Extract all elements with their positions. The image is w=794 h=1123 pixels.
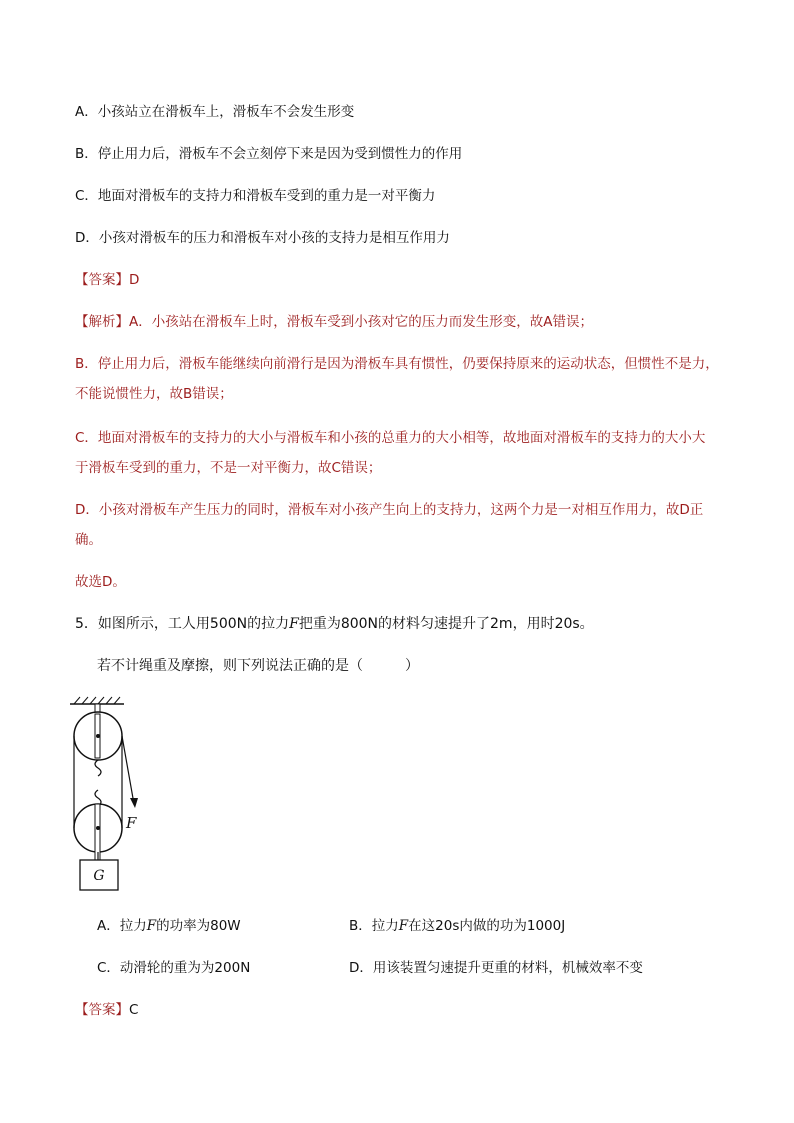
prev-option-c: C．地面对滑板车的支持力和滑板车受到的重力是一对平衡力 <box>75 188 436 204</box>
question-5-text-a: 5．如图所示，工人用500N的拉力 <box>75 616 290 632</box>
analysis-conclusion: 故选D。 <box>75 574 126 590</box>
rope-pull <box>122 736 134 804</box>
q5-answer-tag: 【答案】 <box>75 1002 129 1018</box>
analysis-b-line2: 不能说惯性力，故B错误； <box>75 386 233 402</box>
q5-option-a-pre: A．拉力 <box>97 918 147 934</box>
moving-pulley-bracket <box>95 804 100 860</box>
ceiling-hatch <box>82 697 88 704</box>
prev-answer <box>75 270 725 290</box>
analysis-d-line1: D．小孩对滑板车产生压力的同时，滑板车对小孩产生向上的支持力，这两个力是一对相互作用力，故D正 <box>75 502 704 518</box>
analysis-b-line1: B．停止用力后，滑板车能继续向前滑行是因为滑板车具有惯性，仍要保持原来的运动状态，但惯性不是力， <box>75 356 719 372</box>
answer-tag: 【答案】 <box>75 272 129 288</box>
q5-answer <box>75 1000 725 1020</box>
question-5-stem-line2: 若不计绳重及摩擦，则下列说法正确的是（ ） <box>97 658 419 674</box>
force-label: F <box>126 814 137 832</box>
force-arrow-head <box>130 798 138 808</box>
ceiling-hatch <box>114 697 120 704</box>
hook-top <box>95 760 101 776</box>
analysis-d-line2: 确。 <box>75 532 102 548</box>
ceiling-hatch <box>106 697 112 704</box>
ceiling-hatch <box>90 697 96 704</box>
q5-option-c: C．动滑轮的重为为200N <box>97 960 251 976</box>
question-5-text-b: 把重为800N的材料匀速提升了2m，用时20s。 <box>298 616 594 632</box>
fixed-pulley-pin <box>96 734 100 738</box>
moving-pulley-pin <box>96 826 100 830</box>
question-5-force-var: F <box>289 616 299 632</box>
question-5-stem <box>75 614 725 634</box>
analysis-tag: 【解析】 <box>75 314 129 330</box>
weight-label: G <box>93 868 105 884</box>
analysis-c-line2: 于滑板车受到的重力，不是一对平衡力，故C错误； <box>75 460 382 476</box>
pulley-diagram <box>66 694 156 894</box>
pulley-svg <box>66 694 156 894</box>
analysis-c-line1: C．地面对滑板车的支持力的大小与滑板车和小孩的总重力的大小相等，故地面对滑板车的支持力的大小大 <box>75 430 706 446</box>
prev-option-a: A．小孩站立在滑板车上，滑板车不会发生形变 <box>75 104 355 120</box>
q5-option-a-var: F <box>146 918 157 934</box>
q5-option-b-var: F <box>398 918 409 934</box>
q5-option-a <box>97 916 241 936</box>
q5-option-b <box>349 916 565 936</box>
q5-option-b-pre: B．拉力 <box>349 918 399 934</box>
answer-value: D <box>129 272 140 288</box>
q5-option-a-post: 的功率为80W <box>156 918 241 934</box>
q5-answer-value: C <box>129 1002 139 1018</box>
analysis-line-a <box>75 312 725 332</box>
q5-option-d: D．用该装置匀速提升更重的材料，机械效率不变 <box>349 960 643 976</box>
q5-option-b-post: 在这20s内做的功为1000J <box>408 918 566 934</box>
prev-option-b: B．停止用力后，滑板车不会立刻停下来是因为受到惯性力的作用 <box>75 146 463 162</box>
analysis-a-text: A．小孩站在滑板车上时，滑板车受到小孩对它的压力而发生形变，故A错误； <box>129 314 593 330</box>
prev-option-d: D．小孩对滑板车的压力和滑板车对小孩的支持力是相互作用力 <box>75 230 450 246</box>
ceiling-hatch <box>98 697 104 704</box>
ceiling-hatch <box>74 697 80 704</box>
